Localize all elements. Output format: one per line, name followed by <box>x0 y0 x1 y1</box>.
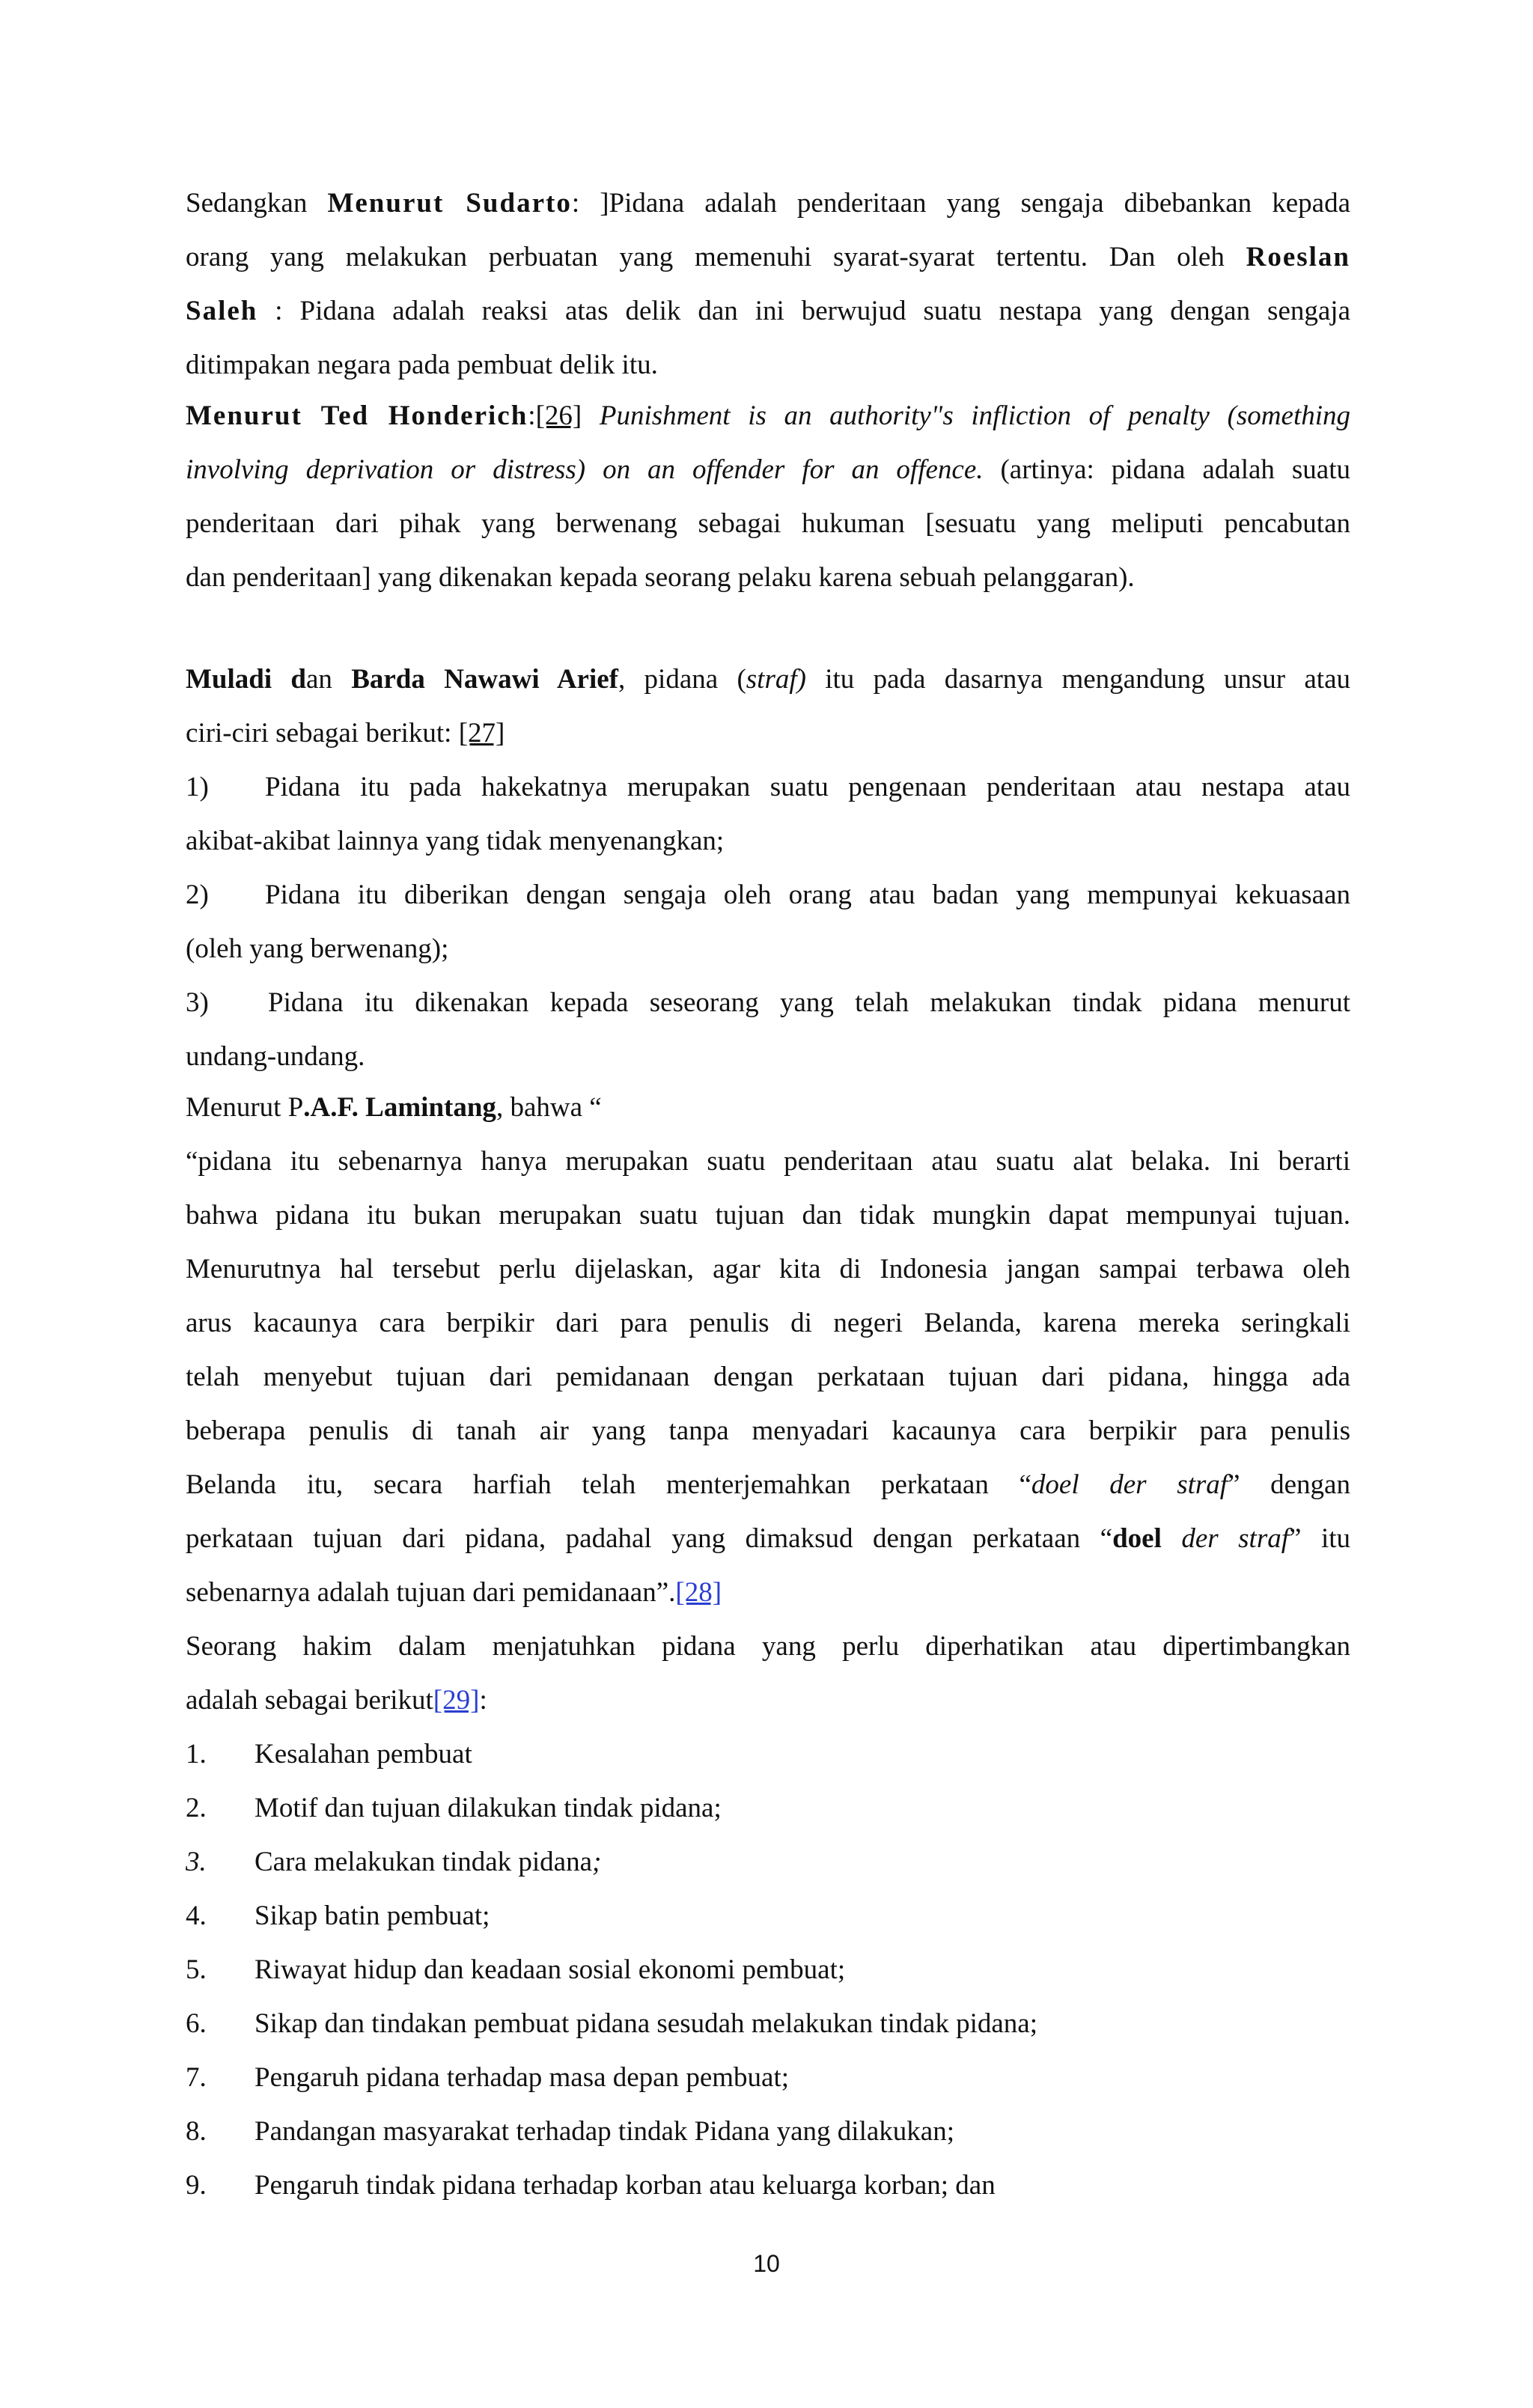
quote-line: Menurutnya hal tersebut perlu dijelaskan, agar kita di Indonesia jangan sampai terbawa oleh <box>186 1254 1350 1284</box>
text-run: : <box>528 400 536 431</box>
paragraph-line <box>186 710 1350 758</box>
text-run: ” itu <box>1289 1523 1351 1554</box>
footnote-link[interactable]: [26] <box>535 400 582 431</box>
list-item: Pengaruh tindak pidana terhadap korban atau keluarga korban; dan <box>255 2170 996 2201</box>
list-item: Riwayat hidup dan keadaan sosial ekonomi pembuat; <box>255 1954 846 1985</box>
text-run: perkataan tujuan dari pidana, padahal yang dimaksud dengan perkataan “ <box>186 1523 1113 1554</box>
author-name: Menurut Sudarto <box>327 188 572 219</box>
list-item: Sikap batin pembuat; <box>255 1901 490 1931</box>
list-item: Kesalahan pembuat <box>255 1739 472 1770</box>
list-item-number: 1) <box>186 772 209 802</box>
paragraph-line <box>186 287 1350 335</box>
text-run: Menurut P <box>186 1092 304 1123</box>
paragraph-line: dan penderitaan] yang dikenakan kepada seorang pelaku karena sebuah pelanggaran). <box>186 562 1135 593</box>
text-run: Cara melakukan tindak pidana <box>255 1847 593 1877</box>
list-item-line: Pidana itu diberikan dengan sengaja oleh orang atau badan yang mempunyai kekuasaan <box>265 880 1350 910</box>
text-run: adalah sebagai berikut <box>186 1685 433 1716</box>
term-text: doel <box>1112 1523 1162 1554</box>
quote-line <box>186 1515 1350 1563</box>
text-run: , bahwa “ <box>496 1092 602 1123</box>
text-run: Belanda itu, secara harfiah telah menterjemahkan perkataan “ <box>186 1469 1031 1500</box>
list-item-number: 3) <box>186 987 209 1018</box>
text-run: sebenarnya adalah tujuan dari pemidanaan”. <box>186 1577 676 1608</box>
list-item-number: 7. <box>186 2062 207 2093</box>
quote-line <box>186 1569 1350 1617</box>
text-run: ” dengan <box>1228 1469 1350 1500</box>
list-item: Sikap dan tindakan pembuat pidana sesudah melakukan tindak pidana; <box>255 2008 1037 2039</box>
text-run: orang yang melakukan perbuatan yang memenuhi syarat-syarat tertentu. Dan oleh <box>186 242 1246 272</box>
list-item-line: (oleh yang berwenang); <box>186 933 449 964</box>
list-item-number: 2) <box>186 880 209 910</box>
list-item <box>255 1838 601 1886</box>
text-run: : <box>479 1685 487 1716</box>
author-name: Barda Nawawi Arief <box>351 664 619 695</box>
list-item: Motif dan tujuan dilakukan tindak pidana; <box>255 1793 722 1823</box>
author-name: Menurut Ted Honderich <box>186 400 528 431</box>
quote-line: bahwa pidana itu bukan merupakan suatu tujuan dan tidak mungkin dapat mempunyai tujuan. <box>186 1200 1350 1231</box>
paragraph-line <box>186 656 1350 704</box>
paragraph-line <box>186 1084 1350 1132</box>
text-run: Sedangkan <box>186 188 328 219</box>
term-text: doel der straf <box>1031 1469 1228 1500</box>
paragraph-line: ditimpakan negara pada pembuat delik itu. <box>186 350 658 380</box>
list-item-number: 3. <box>186 1847 207 1877</box>
paragraph-line <box>186 180 1350 228</box>
quote-line <box>186 1461 1350 1509</box>
paragraph-line: Seorang hakim dalam menjatuhkan pidana yang perlu diperhatikan atau dipertimbangkan <box>186 1631 1350 1662</box>
author-name: Saleh <box>186 296 258 326</box>
list-item-number: 1. <box>186 1739 207 1770</box>
text-run: an <box>306 664 352 695</box>
list-item-line: Pidana itu dikenakan kepada seseorang yang telah melakukan tindak pidana menurut <box>268 987 1350 1018</box>
page-number: 10 <box>753 2250 780 2277</box>
footnote-link[interactable]: [29] <box>433 1685 480 1716</box>
list-item-line: Pidana itu pada hakekatnya merupakan suatu pengenaan penderitaan atau nestapa atau <box>265 772 1350 802</box>
list-item-number: 8. <box>186 2116 207 2147</box>
text-run: itu pada dasarnya mengandung unsur atau <box>805 664 1350 695</box>
author-name: Muladi d <box>186 664 306 695</box>
text-run: : Pidana adalah reaksi atas delik dan ini berwujud suatu nestapa yang dengan sengaja <box>257 296 1350 326</box>
quote-text: involving deprivation or distress) on an offender for an offence. <box>186 454 984 485</box>
term-text: der straf <box>1161 1523 1290 1554</box>
list-item-number: 9. <box>186 2170 207 2201</box>
term-text: straf) <box>746 664 806 695</box>
author-name: Roeslan <box>1246 242 1350 272</box>
quote-line: telah menyebut tujuan dari pemidanaan dengan perkataan tujuan dari pidana, hingga ada <box>186 1362 1350 1392</box>
quote-line: “pidana itu sebenarnya hanya merupakan suatu penderitaan atau suatu alat belaka. Ini berarti <box>186 1146 1350 1177</box>
text-run: ; <box>592 1847 602 1877</box>
paragraph-line <box>186 1677 1350 1725</box>
text-run: : ]Pidana adalah penderitaan yang sengaja dibebankan kepada <box>571 188 1350 219</box>
text-run: , pidana ( <box>618 664 746 695</box>
list-item-number: 5. <box>186 1954 207 1985</box>
list-item-line: undang-undang. <box>186 1041 365 1072</box>
quote-line: arus kacaunya cara berpikir dari para penulis di negeri Belanda, karena mereka seringkali <box>186 1308 1350 1338</box>
text-run: ciri-ciri sebagai berikut: <box>186 718 459 749</box>
paragraph-line <box>186 446 1350 494</box>
list-item-number: 6. <box>186 2008 207 2039</box>
quote-line: beberapa penulis di tanah air yang tanpa menyadari kacaunya cara berpikir para penulis <box>186 1415 1350 1446</box>
list-item: Pandangan masyarakat terhadap tindak Pidana yang dilakukan; <box>255 2116 954 2147</box>
footnote-link[interactable]: [28] <box>675 1577 722 1608</box>
quote-text: Punishment is an authority"s infliction of penalty (something <box>582 400 1351 431</box>
author-name: .A.F. Lamintang <box>303 1092 496 1123</box>
footnote-link[interactable]: [27] <box>458 718 505 749</box>
text-run: (artinya: pidana adalah suatu <box>983 454 1350 485</box>
paragraph-line <box>186 234 1350 281</box>
list-item-line: akibat-akibat lainnya yang tidak menyenangkan; <box>186 826 725 856</box>
paragraph-line: penderitaan dari pihak yang berwenang sebagai hukuman [sesuatu yang meliputi pencabutan <box>186 508 1350 539</box>
list-item-number: 2. <box>186 1793 207 1823</box>
list-item-number: 4. <box>186 1901 207 1931</box>
paragraph-line <box>186 392 1350 440</box>
list-item: Pengaruh pidana terhadap masa depan pembuat; <box>255 2062 790 2093</box>
